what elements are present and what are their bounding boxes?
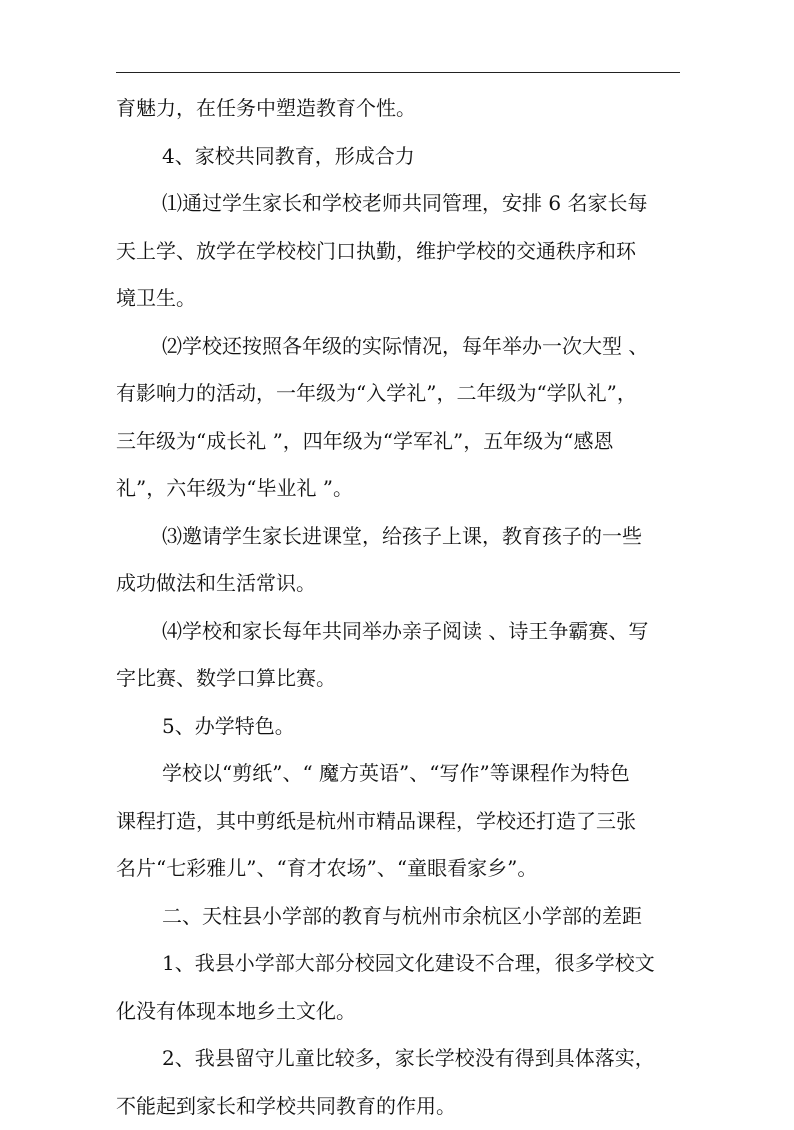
text-line-8: 三年级为“成长礼 ”，四年级为“学军礼”，五年级为“感恩	[116, 418, 682, 466]
section-heading-home-school: 4、家校共同教育，形成合力	[116, 133, 682, 181]
section-heading-differences: 二、天柱县小学部的教育与杭州市余杭区小学部的差距	[116, 893, 682, 941]
header-rule	[116, 72, 680, 73]
text-line-16: 课程打造，其中剪纸是杭州市精品课程，学校还打造了三张	[116, 798, 682, 846]
text-line-13: 字比赛、数学口算比赛。	[116, 655, 682, 703]
text-line-17: 名片“七彩雅儿”、“育才农场”、“童眼看家乡”。	[116, 845, 682, 893]
text-line-11: 成功做法和生活常识。	[116, 560, 682, 608]
text-line-9: 礼”，六年级为“毕业礼 ”。	[116, 465, 682, 513]
text-line-6: ⑵学校还按照各年级的实际情况，每年举办一次大型 、	[116, 323, 682, 371]
text-line-3: ⑴通过学生家长和学校老师共同管理，安排 6 名家长每	[116, 180, 682, 228]
text-line-20: 化没有体现本地乡土文化。	[116, 988, 682, 1036]
text-line-21: 2、我县留守儿童比较多，家长学校没有得到具体落实，	[116, 1035, 682, 1083]
text-line-19: 1、我县小学部大部分校园文化建设不合理，很多学校文	[116, 940, 682, 988]
text-line-7: 有影响力的活动，一年级为“入学礼”，二年级为“学队礼”，	[116, 370, 682, 418]
document-body	[116, 85, 682, 1130]
text-line-5: 境卫生。	[116, 275, 682, 323]
section-heading-features: 5、办学特色。	[116, 703, 682, 751]
text-line-10: ⑶邀请学生家长进课堂，给孩子上课，教育孩子的一些	[116, 513, 682, 561]
text-line-1: 育魅力，在任务中塑造教育个性。	[116, 85, 682, 133]
text-line-12: ⑷学校和家长每年共同举办亲子阅读 、诗王争霸赛、写	[116, 608, 682, 656]
text-line-22: 不能起到家长和学校共同教育的作用。	[116, 1083, 682, 1130]
text-line-15: 学校以“剪纸”、“ 魔方英语”、“写作”等课程作为特色	[116, 750, 682, 798]
text-line-4: 天上学、放学在学校校门口执勤，维护学校的交通秩序和环	[116, 228, 682, 276]
